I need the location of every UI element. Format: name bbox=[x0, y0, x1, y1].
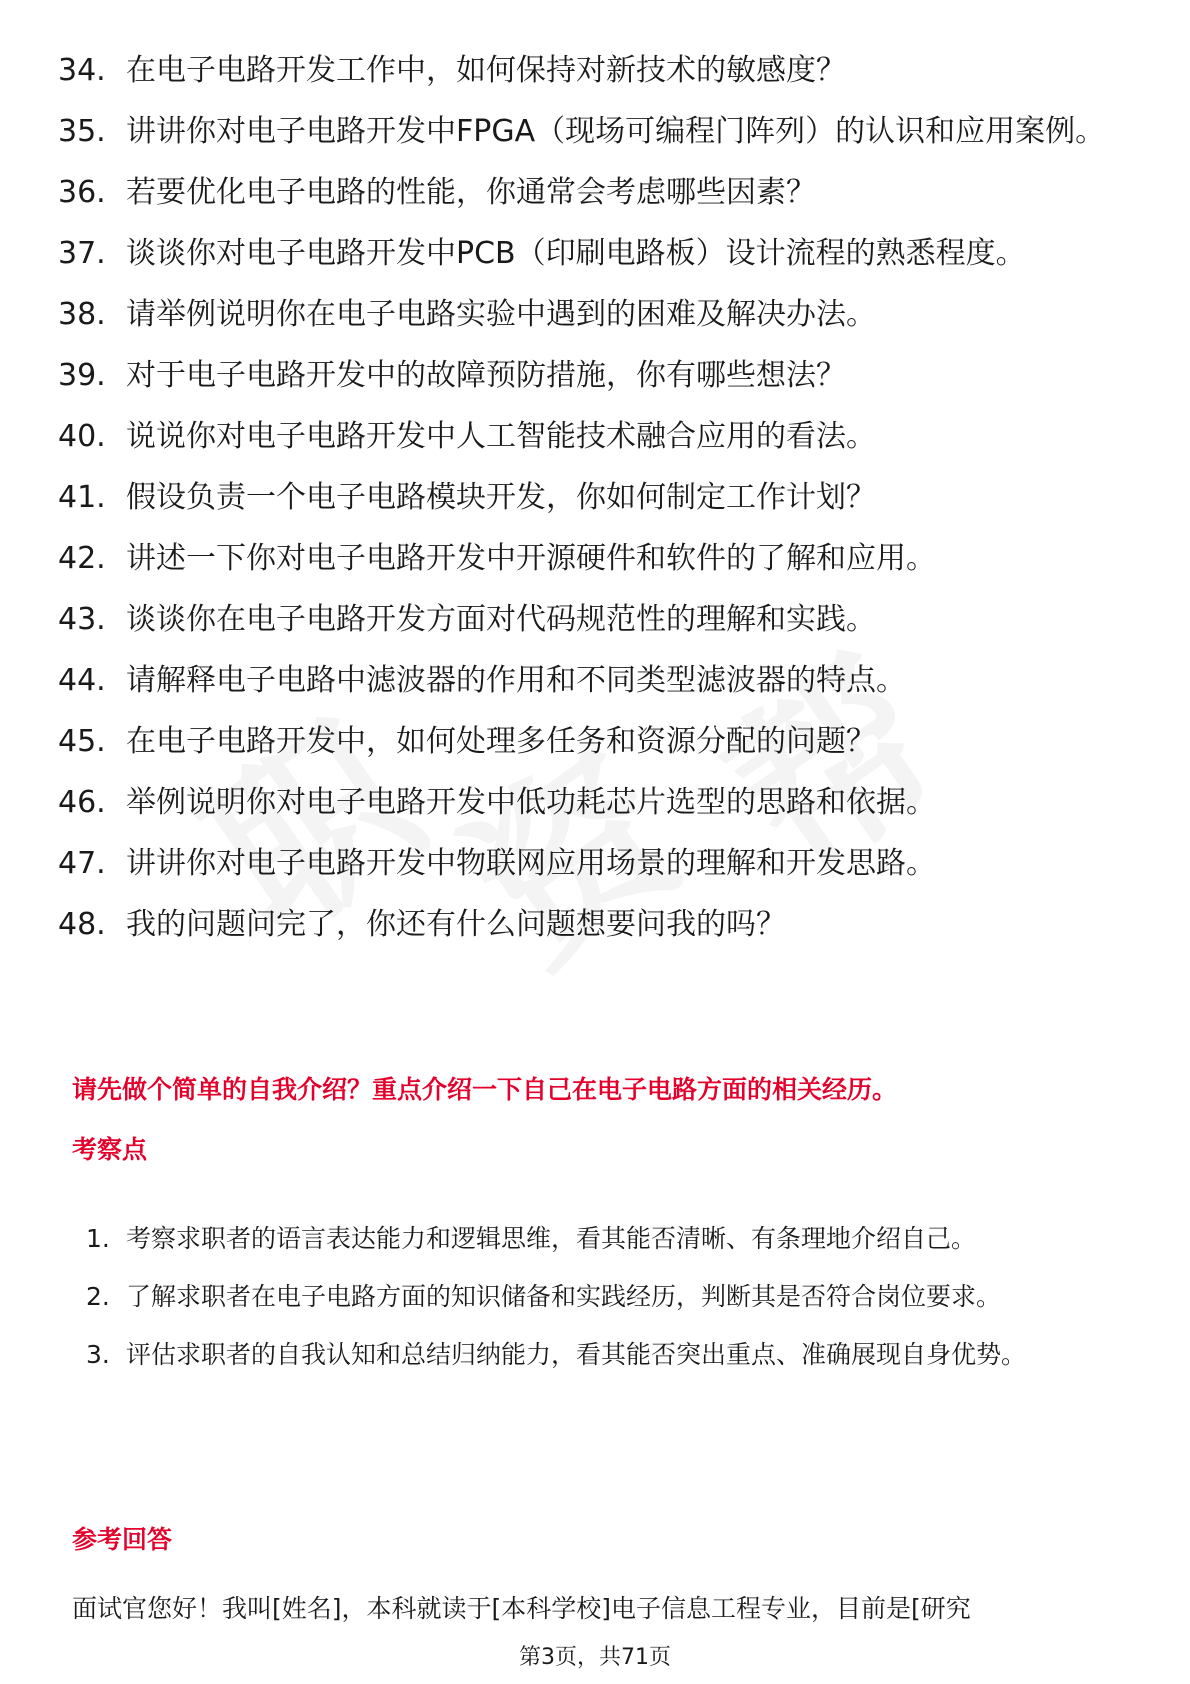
question-item bbox=[58, 416, 1138, 457]
point-number: 3. bbox=[86, 1340, 110, 1369]
question-item bbox=[58, 599, 1138, 640]
question-item bbox=[58, 843, 1138, 884]
section-question-title: 请先做个简单的自我介绍？重点介绍一下自己在电子电路方面的相关经历。 bbox=[72, 1075, 898, 1104]
question-item bbox=[58, 660, 1138, 701]
question-text: 讲述一下你对电子电路开发中开源硬件和软件的了解和应用。 bbox=[126, 541, 936, 576]
point-number: 2. bbox=[86, 1282, 110, 1311]
page-footer: 第3页，共71页 bbox=[519, 1645, 671, 1670]
question-item bbox=[58, 721, 1138, 762]
question-number: 43. bbox=[58, 602, 106, 637]
question-number: 40. bbox=[58, 419, 106, 454]
question-item bbox=[58, 50, 1138, 91]
question-number: 37. bbox=[58, 236, 106, 271]
point-number: 1. bbox=[86, 1224, 110, 1253]
question-item bbox=[58, 782, 1138, 823]
question-number: 38. bbox=[58, 297, 106, 332]
point-item bbox=[86, 1210, 1126, 1268]
question-number: 44. bbox=[58, 663, 106, 698]
question-text: 讲讲你对电子电路开发中物联网应用场景的理解和开发思路。 bbox=[126, 846, 936, 881]
point-text: 评估求职者的自我认知和总结归纳能力，看其能否突出重点、准确展现自身优势。 bbox=[126, 1340, 1027, 1369]
question-text: 举例说明你对电子电路开发中低功耗芯片选型的思路和依据。 bbox=[126, 785, 936, 820]
points-heading: 考察点 bbox=[72, 1135, 148, 1164]
question-text: 说说你对电子电路开发中人工智能技术融合应用的看法。 bbox=[126, 419, 876, 454]
question-text: 请解释电子电路中滤波器的作用和不同类型滤波器的特点。 bbox=[126, 663, 906, 698]
question-number: 35. bbox=[58, 114, 106, 149]
question-number: 41. bbox=[58, 480, 106, 515]
question-text: 对于电子电路开发中的故障预防措施，你有哪些想法？ bbox=[126, 358, 846, 393]
point-text: 考察求职者的语言表达能力和逻辑思维，看其能否清晰、有条理地介绍自己。 bbox=[126, 1224, 977, 1253]
question-text: 在电子电路开发中，如何处理多任务和资源分配的问题？ bbox=[126, 724, 876, 759]
answer-heading: 参考回答 bbox=[72, 1525, 173, 1554]
question-text: 假设负责一个电子电路模块开发，你如何制定工作计划？ bbox=[126, 480, 876, 515]
question-item bbox=[58, 355, 1138, 396]
question-item bbox=[58, 172, 1138, 213]
answer-paragraph: 面试官您好！我叫[姓名]，本科就读于[本科学校]电子信息工程专业，目前是[研究 bbox=[72, 1594, 971, 1623]
question-number: 45. bbox=[58, 724, 106, 759]
question-text: 谈谈你在电子电路开发方面对代码规范性的理解和实践。 bbox=[126, 602, 876, 637]
question-item bbox=[58, 477, 1138, 518]
question-text: 在电子电路开发工作中，如何保持对新技术的敏感度？ bbox=[126, 53, 846, 88]
question-item bbox=[58, 538, 1138, 579]
question-number: 42. bbox=[58, 541, 106, 576]
question-number: 47. bbox=[58, 846, 106, 881]
question-text: 请举例说明你在电子电路实验中遇到的困难及解决办法。 bbox=[126, 297, 876, 332]
point-text: 了解求职者在电子电路方面的知识储备和实践经历，判断其是否符合岗位要求。 bbox=[126, 1282, 1002, 1311]
points-list bbox=[86, 1210, 1126, 1384]
question-item bbox=[58, 233, 1138, 274]
question-item bbox=[58, 904, 1138, 945]
question-text: 若要优化电子电路的性能，你通常会考虑哪些因素？ bbox=[126, 175, 816, 210]
question-number: 48. bbox=[58, 907, 106, 942]
question-text: 我的问题问完了，你还有什么问题想要问我的吗？ bbox=[126, 907, 786, 942]
question-number: 34. bbox=[58, 53, 106, 88]
question-item bbox=[58, 294, 1138, 335]
question-number: 36. bbox=[58, 175, 106, 210]
question-number: 39. bbox=[58, 358, 106, 393]
point-item bbox=[86, 1326, 1126, 1384]
question-text: 谈谈你对电子电路开发中PCB（印刷电路板）设计流程的熟悉程度。 bbox=[126, 236, 1026, 271]
point-item bbox=[86, 1268, 1126, 1326]
question-text: 讲讲你对电子电路开发中FPGA（现场可编程门阵列）的认识和应用案例。 bbox=[126, 114, 1106, 149]
question-number: 46. bbox=[58, 785, 106, 820]
question-list bbox=[58, 50, 1138, 965]
question-item bbox=[58, 111, 1138, 152]
